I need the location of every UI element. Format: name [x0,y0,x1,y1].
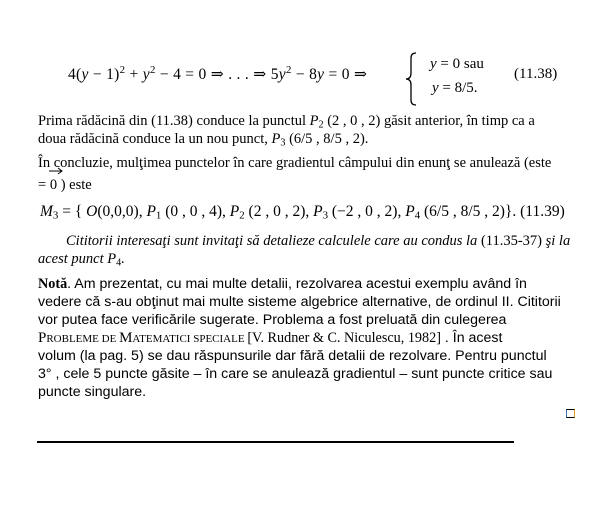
case-y-eight-fifths [432,80,478,97]
set-name: M [40,203,53,220]
eq-var: y [317,66,325,83]
zero-vector [50,176,57,194]
end-of-proof-square-icon [566,409,575,418]
bibliography-reference: [V. Rudner & C. Niculescu, 1982] [247,330,441,346]
text: = [38,177,50,193]
text: Cititorii interesaţi sunt invitaţi să detalieze calculele care au condus la [66,233,481,249]
equation-number: (11.38) [514,66,558,82]
note-line: volum (la pag. 5) se dau răspunsurile dar fără detalii de rezolvare. Pentru punctul [38,348,547,364]
point-name: P [229,203,240,220]
point-name: P [271,131,281,147]
text: . Am prezentat, cu mai multe detalii, rezolvarea acestui exemplu având în [67,276,527,292]
point-subscript: 3 [280,137,286,149]
point-name: P [313,203,323,220]
point-coords: (−2 , 0 , 2) [328,203,398,220]
point-name: P [309,113,319,129]
eq-var: y [81,66,89,83]
point-name: P [107,251,117,267]
text: . [121,251,125,267]
note-label: Notă [38,276,68,292]
text: . În acest [440,330,503,346]
text: , [138,203,147,220]
eq-var: y [432,80,439,96]
text: ) este [57,177,92,193]
point-coords: (6/5 , 8/5 , 2) [420,203,505,220]
text: , [397,203,406,220]
text: M [119,330,133,346]
point-coords: (0 , 0 , 4) [161,203,223,220]
equation-number: . (11.39) [512,203,565,220]
note-line: 3° , cele 5 puncte găsite – în care se anulează gradientul – sunt puncte critice sau [38,366,553,382]
eq-text: = 0 sau [436,56,484,72]
paragraph-line [38,130,368,148]
point-subscript: 3 [322,209,329,222]
eq-text: − 1) [88,66,120,83]
text: acest punct [38,251,108,267]
vector-arrow-icon [48,167,64,175]
point-coords: (0,0,0) [97,203,139,220]
text: , [305,203,314,220]
set-subscript: 3 [52,209,59,222]
note-line: vor putea face verificările sugerate. Problema a fost preluată din culegerea [38,312,507,328]
text: 0 [49,177,58,193]
equation-reference: (11.35-37) [480,233,543,249]
note-line: puncte singulare. [38,384,147,400]
text: ROBLEME DE [46,333,120,345]
point-coords: (2 , 0 , 2) [244,203,306,220]
point-name: O [86,203,98,220]
eq-text: − 8 [291,66,318,83]
paragraph-line [38,112,535,130]
point-subscript: 2 [318,119,324,131]
note-line [38,276,527,294]
note-line [38,330,502,349]
eq-text: = 0 ⇒ [324,66,368,83]
point-subscript: 4 [414,209,421,222]
equation-11-38 [68,65,367,84]
point-subscript: 1 [155,209,162,222]
eq-exponent: 2 [149,64,156,77]
eq-text: = 8/5. [438,80,478,96]
book-title [38,330,247,346]
case-y-zero [430,56,484,73]
equation-11-39 [40,203,565,221]
paragraph-line: În concluzie, mulţimea punctelor în care gradientul câmpului din enunţ se anulează (este [38,155,552,171]
eq-var: y [430,56,437,72]
eq-text: − 4 = 0 ⇒ . . . ⇒ 5 [155,66,279,83]
eq-exponent: 2 [285,64,292,77]
point-name: P [146,203,156,220]
note-line: vedere că s-au obţinut mai multe sisteme algebrice alternative, de ordinul II. Cititorii [38,294,561,310]
text: doua rădăcină conduce la un nou punct, [38,131,272,147]
text: = { [58,203,87,220]
text: Prima rădăcină din (11.38) conduce la punctul [38,113,310,129]
text: (6/5 , 8/5 , 2). [285,131,369,147]
text: şi la [542,233,571,249]
text: P [38,330,47,346]
point-subscript: 2 [239,209,245,222]
paragraph-line [38,250,125,268]
eq-text: + [125,66,143,83]
eq-exponent: 2 [119,64,126,77]
point-name: P [405,203,415,220]
paragraph-line [38,176,92,194]
eq-text: 4( [68,66,82,83]
eq-var: y [278,66,286,83]
eq-var: y [142,66,150,83]
paragraph-line [66,232,570,250]
point-subscript: 4 [116,257,122,269]
text: (2 , 0 , 2) găsit anterior, în timp ca a [323,113,535,129]
text: , [222,203,230,220]
horizontal-rule [37,441,514,443]
text: } [504,203,513,220]
text: ATEMATICI SPECIALE [132,333,248,345]
left-brace-icon [404,52,418,106]
